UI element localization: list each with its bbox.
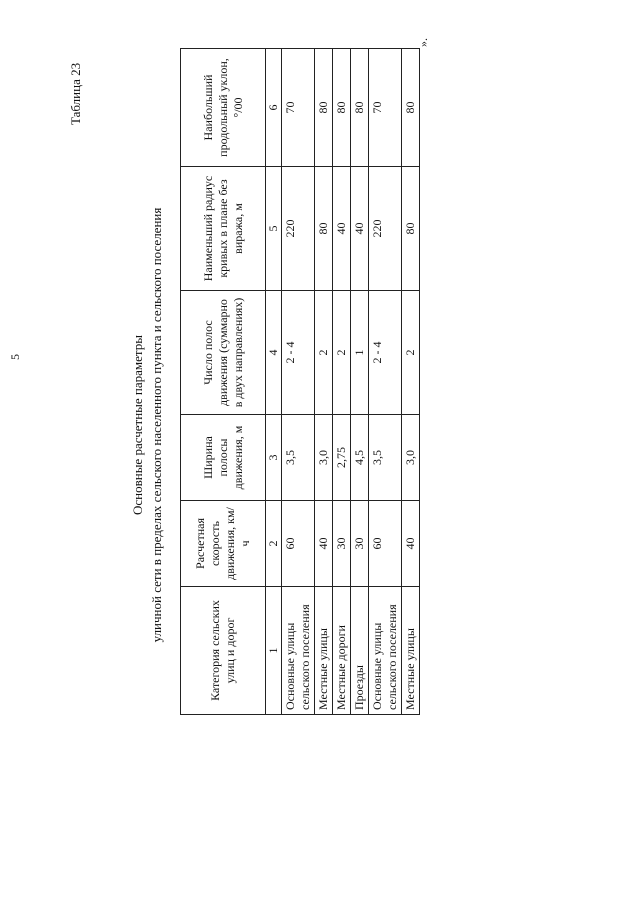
row-max-grade: 70 [282,49,315,167]
row-lane-width: 3,0 [315,415,333,501]
table-row [333,49,351,715]
row-min-radius: 80 [315,167,333,291]
column-number: 3 [266,415,282,501]
column-header-min-radius: Наименьший радиус кривых в плане без виража, м [181,167,266,291]
row-max-grade: 80 [402,49,420,167]
column-header-max-grade: Наибольший продольный уклон, °/00 [181,49,266,167]
table-row [282,49,315,715]
row-lane-width: 3,5 [369,415,402,501]
row-min-radius: 80 [402,167,420,291]
table-row [315,49,333,715]
row-speed: 40 [402,501,420,587]
column-header-speed: Расчетная скорость движения, км/ч [181,501,266,587]
parameters-table [180,48,420,715]
row-min-radius: 40 [333,167,351,291]
table-row [402,49,420,715]
column-number: 6 [266,49,282,167]
row-category: Местные улицы [315,587,333,715]
title-line-2: уличной сети в пределах сельского населенного пункта и сельского поселения [149,207,164,643]
column-header-category: Категория сельских улиц и дорог [181,587,266,715]
row-category: Проезды [351,587,369,715]
row-lane-width: 2,75 [333,415,351,501]
column-number: 5 [266,167,282,291]
row-max-grade: 80 [351,49,369,167]
table-row [351,49,369,715]
row-speed: 30 [333,501,351,587]
row-lane-width: 3,5 [282,415,315,501]
row-lane-count: 2 [402,291,420,415]
column-number: 4 [266,291,282,415]
closing-quote-mark: ». [416,38,430,47]
column-header-lane-count: Число полос движения (суммарно в двух направлениях) [181,291,266,415]
row-speed: 60 [282,501,315,587]
column-header-lane-width: Ширина полосы движения, м [181,415,266,501]
row-lane-count: 2 - 4 [282,291,315,415]
page-number: 5 [8,354,22,360]
row-lane-count: 2 [315,291,333,415]
table-label: Таблица 23 [68,62,83,125]
row-category: Местные улицы [402,587,420,715]
row-speed: 40 [315,501,333,587]
row-max-grade: 80 [333,49,351,167]
column-number: 1 [266,587,282,715]
row-category: Основные улицы сельского поселения [369,587,402,715]
row-lane-width: 3,0 [402,415,420,501]
row-max-grade: 80 [315,49,333,167]
column-number: 2 [266,501,282,587]
row-lane-width: 4,5 [351,415,369,501]
column-number-row [266,49,282,715]
table-title [128,95,166,755]
row-speed: 60 [369,501,402,587]
row-min-radius: 220 [282,167,315,291]
row-lane-count: 2 - 4 [369,291,402,415]
row-lane-count: 1 [351,291,369,415]
row-max-grade: 70 [369,49,402,167]
table-header-row [181,49,266,715]
row-lane-count: 2 [333,291,351,415]
row-category: Основные улицы сельского поселения [282,587,315,715]
table-row [369,49,402,715]
row-speed: 30 [351,501,369,587]
row-min-radius: 220 [369,167,402,291]
row-min-radius: 40 [351,167,369,291]
title-line-1: Основные расчетные параметры [130,335,145,516]
row-category: Местные дороги [333,587,351,715]
